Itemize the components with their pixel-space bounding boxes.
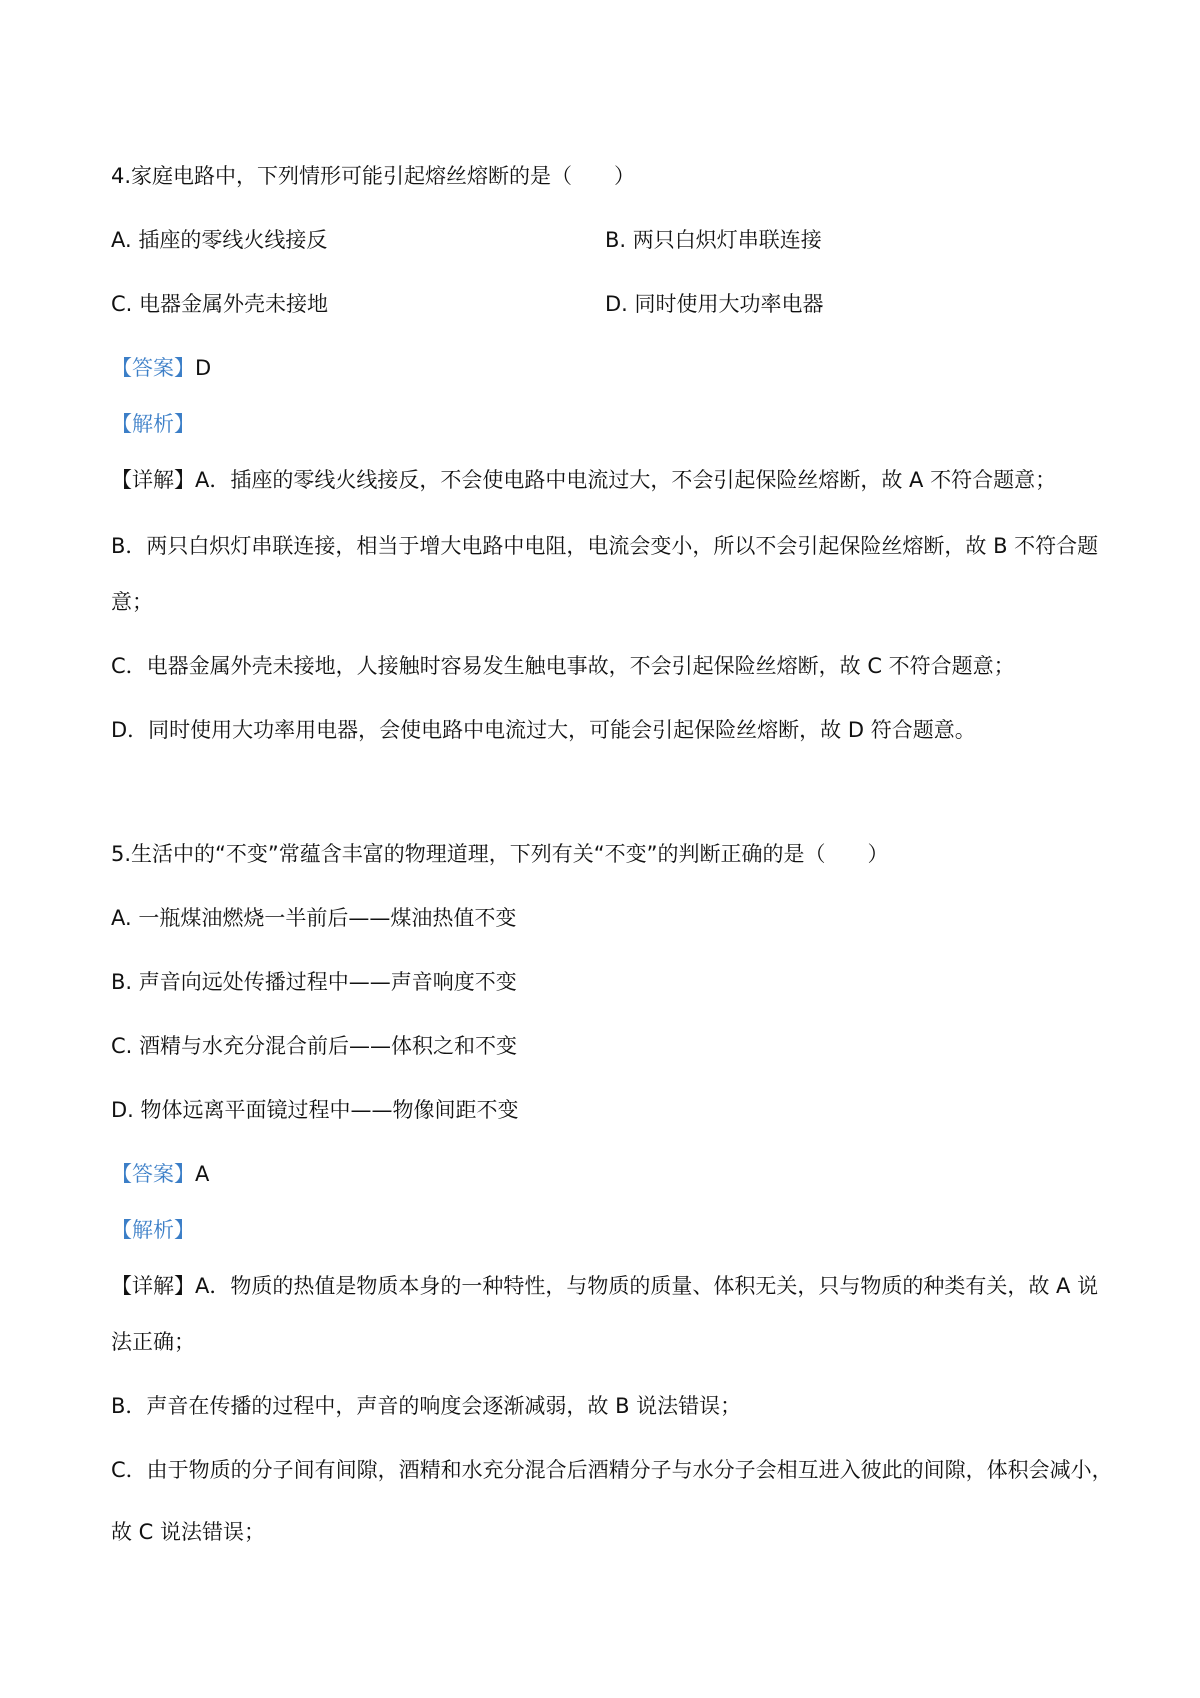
question-5-option-a: A. 一瓶煤油燃烧一半前后——煤油热值不变 bbox=[111, 906, 517, 930]
question-4-detail-c: C．电器金属外壳未接地，人接触时容易发生触电事故，不会引起保险丝熔断，故 C 不符合题意； bbox=[111, 654, 1015, 678]
question-4-option-c: C. 电器金属外壳未接地 bbox=[111, 292, 329, 316]
question-5-analysis-label: 【解析】 bbox=[111, 1218, 195, 1242]
answer-label: 【答案】 bbox=[111, 1162, 195, 1186]
question-4-detail-a: 【详解】A．插座的零线火线接反，不会使电路中电流过大，不会引起保险丝熔断，故 A 不符合题意； bbox=[111, 468, 1057, 492]
answer-value: D bbox=[195, 356, 212, 380]
question-4-stem: 4.家庭电路中，下列情形可能引起熔丝熔断的是（ ） bbox=[111, 164, 636, 188]
question-5-detail-b: B．声音在传播的过程中，声音的响度会逐渐减弱，故 B 说法错误； bbox=[111, 1394, 742, 1418]
question-5-detail-a-line1: 【详解】A．物质的热值是物质本身的一种特性，与物质的质量、体积无关，只与物质的种类有关，故 A 说 bbox=[111, 1274, 1099, 1298]
question-5-answer bbox=[111, 1160, 1101, 1188]
question-5-option-d: D. 物体远离平面镜过程中——物像间距不变 bbox=[111, 1098, 519, 1122]
question-5-detail-a-line2: 法正确； bbox=[111, 1330, 195, 1354]
answer-label: 【答案】 bbox=[111, 356, 195, 380]
question-5-detail-c-line2: 故 C 说法错误； bbox=[111, 1520, 266, 1544]
question-4-detail-b-line1: B．两只白炽灯串联连接，相当于增大电路中电阻，电流会变小，所以不会引起保险丝熔断，故 B 不符合题 bbox=[111, 534, 1099, 558]
question-4-analysis-label: 【解析】 bbox=[111, 412, 195, 436]
question-4-option-a: A. 插座的零线火线接反 bbox=[111, 228, 328, 252]
answer-value: A bbox=[195, 1162, 210, 1186]
question-4-option-d: D. 同时使用大功率电器 bbox=[605, 292, 824, 316]
question-4-detail-b-line2: 意； bbox=[111, 590, 153, 614]
question-5-stem: 5.生活中的“不变”常蕴含丰富的物理道理，下列有关“不变”的判断正确的是（ ） bbox=[111, 842, 889, 866]
question-4-answer bbox=[111, 354, 1101, 382]
question-5-option-b: B. 声音向远处传播过程中——声音响度不变 bbox=[111, 970, 517, 994]
question-4-detail-d: D．同时使用大功率用电器，会使电路中电流过大，可能会引起保险丝熔断，故 D 符合题意。 bbox=[111, 718, 976, 742]
question-5-option-c: C. 酒精与水充分混合前后——体积之和不变 bbox=[111, 1034, 518, 1058]
question-5-detail-c-line1: C．由于物质的分子间有间隙，酒精和水充分混合后酒精分子与水分子会相互进入彼此的间隙，体积会减小， bbox=[111, 1458, 1113, 1482]
question-4-option-b: B. 两只白炽灯串联连接 bbox=[605, 228, 822, 252]
